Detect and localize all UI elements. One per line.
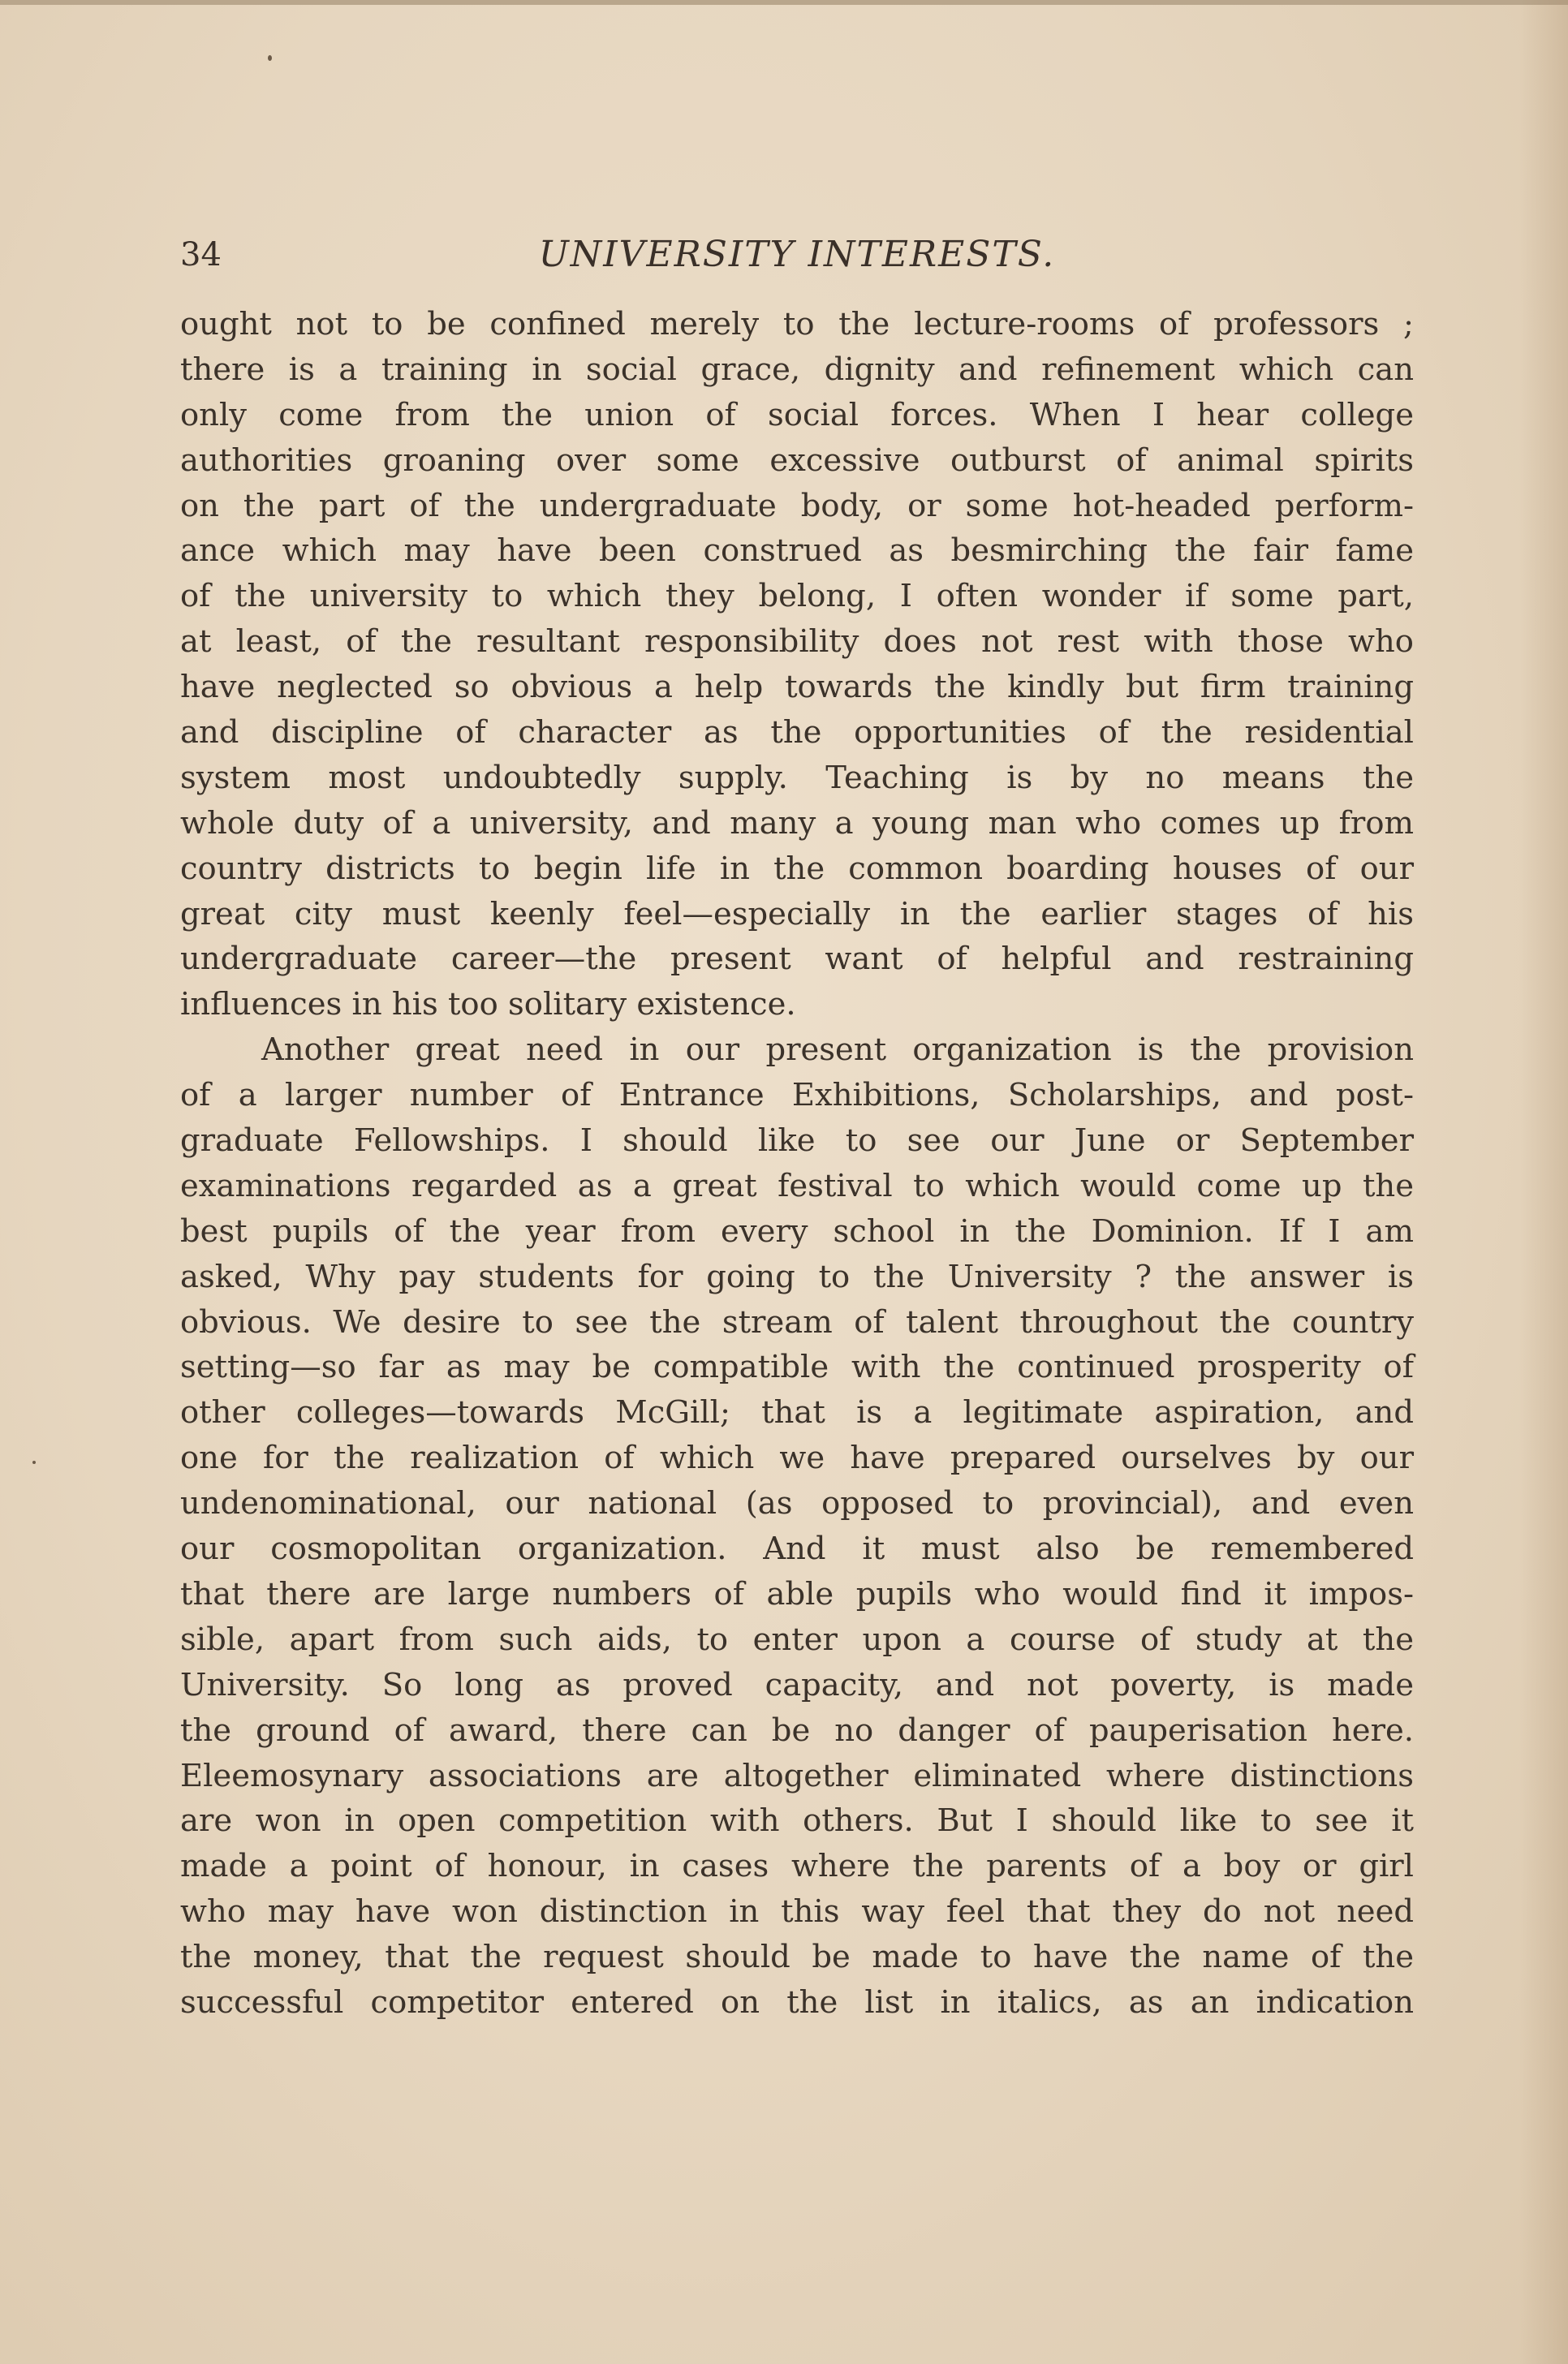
text-line: undenominational, our national (as opposed to provincial), and even [180, 1485, 1414, 1522]
text-line: our cosmopolitan organization. And it must also be remembered [180, 1531, 1414, 1568]
text-line: that there are large numbers of able pupils who would find it impos- [180, 1575, 1414, 1613]
paragraph [180, 302, 1414, 1027]
text-line: successful competitor entered on the list in italics, as an indication [180, 1983, 1414, 2021]
text-line: University. So long as proved capacity, and not poverty, is made [180, 1666, 1414, 1703]
text-line: system most undoubtedly supply. Teaching is by no means the [180, 759, 1414, 796]
text-line: of a larger number of Entrance Exhibitions, Scholarships, and post- [180, 1077, 1414, 1114]
ink-speck [32, 1461, 36, 1464]
text-line: of the university to which they belong, I often wonder if some part, [180, 578, 1414, 615]
text-line: the ground of award, there can be no danger of pauperisation here. [180, 1712, 1414, 1749]
text-line: one for the realization of which we have prepared ourselves by our [180, 1440, 1414, 1477]
text-line: the money, that the request should be made to have the name of the [180, 1939, 1414, 1976]
text-line: great city must keenly feel—especially in the earlier stages of his [180, 895, 1414, 932]
text-line: and discipline of character as the opportunities of the residential [180, 714, 1414, 751]
body-text [180, 302, 1414, 2026]
text-line: at least, of the resultant responsibility does not rest with those who [180, 623, 1414, 661]
text-line: have neglected so obvious a help towards the kindly but firm training [180, 669, 1414, 706]
text-line: best pupils of the year from every school in the Dominion. If I am [180, 1212, 1414, 1250]
ink-speck [268, 55, 272, 61]
page-top-edge [0, 0, 1568, 5]
text-line: Another great need in our present organization is the provision [261, 1031, 1414, 1069]
text-line: are won in open competition with others. But I should like to see it [180, 1802, 1414, 1840]
text-line: ance which may have been construed as besmirching the fair fame [180, 532, 1414, 570]
page-header [180, 230, 1414, 279]
text-line: whole duty of a university, and many a young man who comes up from [180, 804, 1414, 842]
text-line: ought not to be confined merely to the lecture-rooms of professors ; [180, 306, 1414, 342]
text-line: Eleemosynary associations are altogether eliminated where distinctions [180, 1757, 1414, 1794]
page-number: 34 [180, 236, 222, 273]
text-line: graduate Fellowships. I should like to see our June or September [180, 1122, 1414, 1160]
text-line: examinations regarded as a great festival to which would come up the [180, 1167, 1414, 1204]
text-line: undergraduate career—the present want of helpful and restraining [180, 941, 1414, 978]
text-line: only come from the union of social forces. When I hear college [180, 396, 1414, 433]
text-line: setting—so far as may be compatible with the continued prosperity of [180, 1349, 1414, 1386]
page-right-shadow [1519, 0, 1568, 2364]
text-line: on the part of the undergraduate body, or some hot-headed perform- [180, 487, 1414, 524]
running-title: UNIVERSITY INTERESTS. [538, 234, 1056, 275]
text-line: who may have won distinction in this way feel that they do not need [180, 1893, 1414, 1931]
text-line: authorities groaning over some excessive outburst of animal spirits [180, 441, 1414, 479]
text-line: influences in his too solitary existence. [180, 986, 796, 1023]
text-line: made a point of honour, in cases where the parents of a boy or girl [180, 1848, 1414, 1885]
text-line: country districts to begin life in the common boarding houses of our [180, 850, 1414, 887]
text-line: asked, Why pay students for going to the University ? the answer is [180, 1258, 1414, 1295]
text-line: sible, apart from such aids, to enter upon a course of study at the [180, 1621, 1414, 1658]
text-line: obvious. We desire to see the stream of talent throughout the country [180, 1303, 1414, 1341]
paragraph [180, 1027, 1414, 2026]
text-line: other colleges—towards McGill; that is a legitimate aspiration, and [180, 1394, 1414, 1432]
text-line: there is a training in social grace, dignity and refinement which can [180, 351, 1414, 388]
